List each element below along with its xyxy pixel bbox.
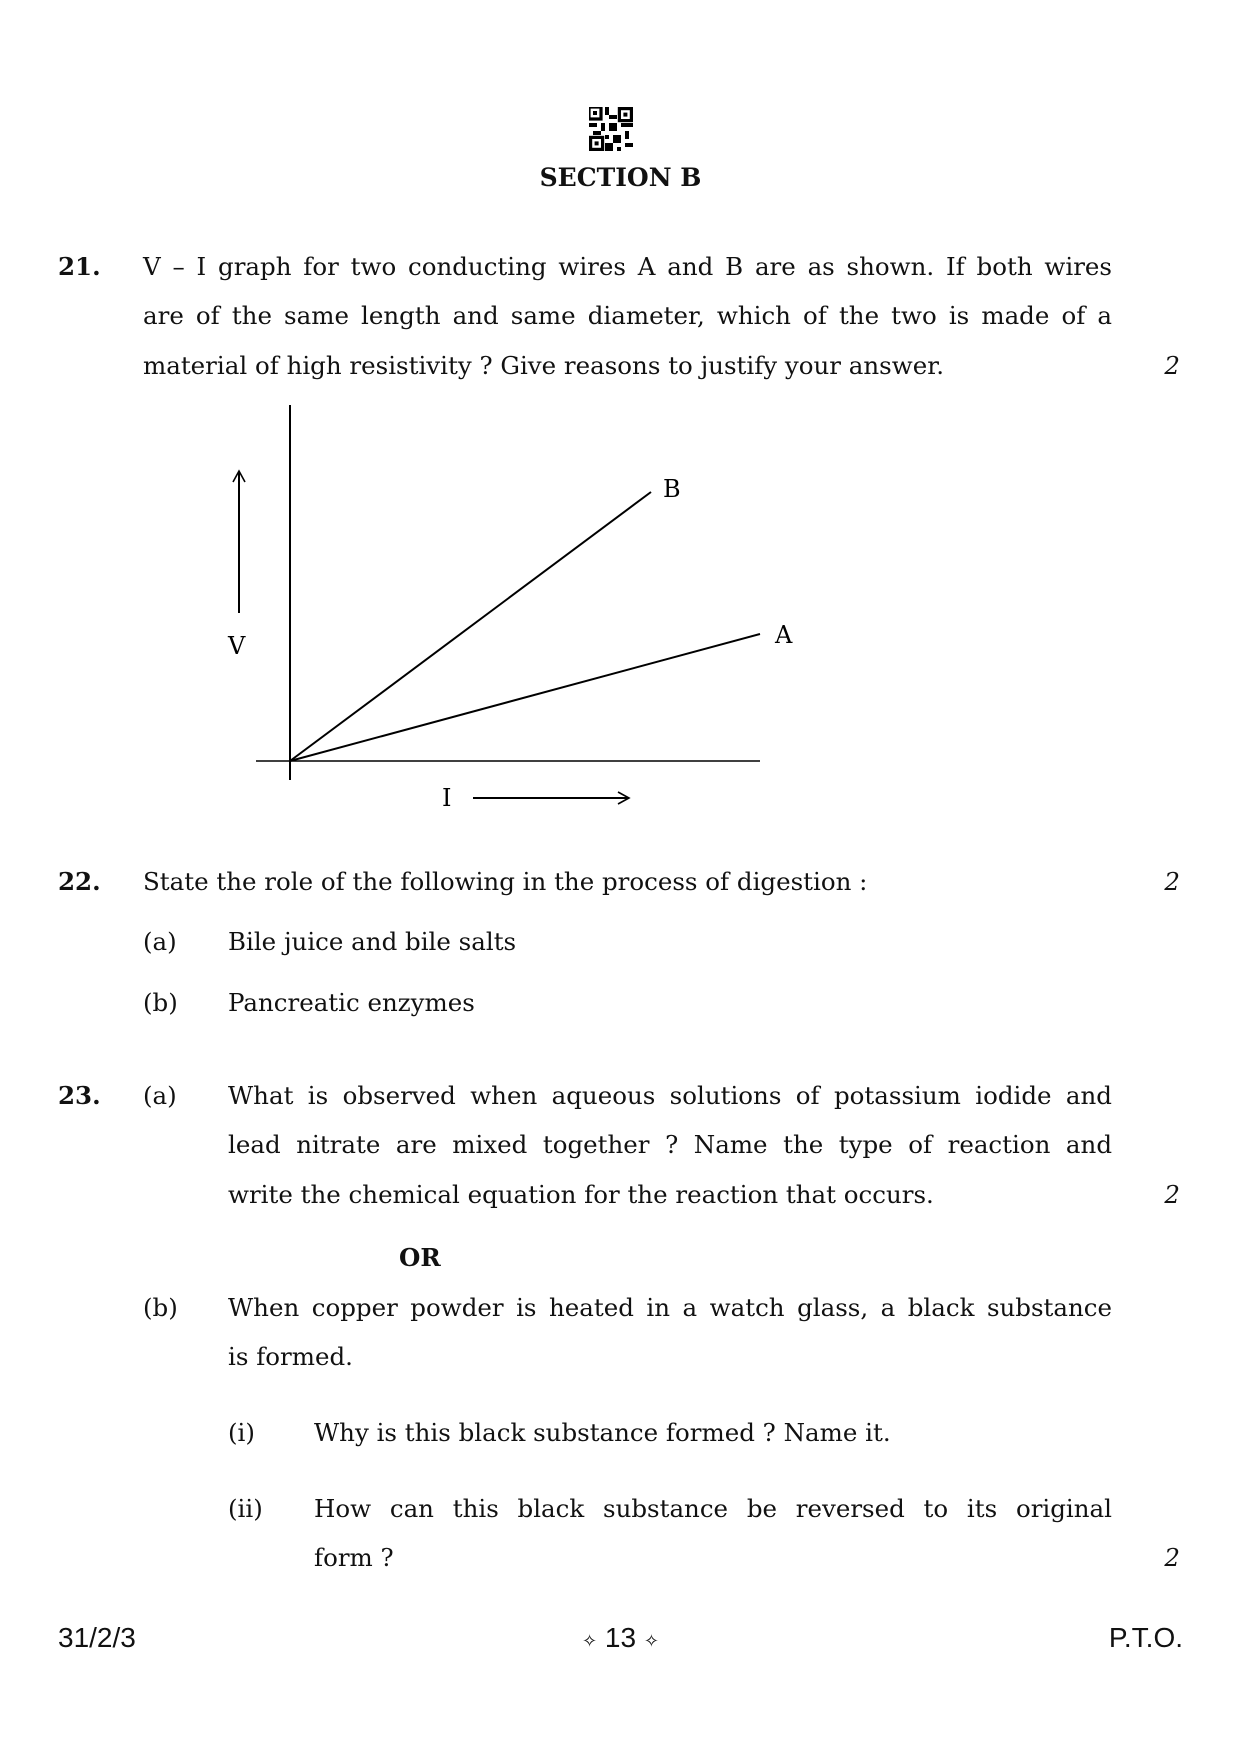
subpart-text: form ? bbox=[314, 1543, 394, 1572]
marks: 2 bbox=[1164, 351, 1180, 380]
part-text-line: is formed. bbox=[228, 1342, 353, 1371]
line-b bbox=[290, 492, 651, 761]
question-number: 22. bbox=[58, 867, 101, 896]
part-text: Pancreatic enzymes bbox=[228, 988, 475, 1017]
subpart-label: (ii) bbox=[228, 1494, 263, 1523]
part-text-line: write the chemical equation for the reaction that occurs. bbox=[228, 1180, 934, 1209]
part-label: (b) bbox=[143, 1293, 178, 1322]
part-text: Bile juice and bile salts bbox=[228, 927, 517, 956]
part-label: (b) bbox=[143, 988, 178, 1017]
question-text-line: are of the same length and same diameter, which of the two is made of a bbox=[143, 301, 1112, 330]
x-axis-label: I bbox=[442, 784, 452, 812]
part-text-line: lead nitrate are mixed together ? Name the type of reaction and bbox=[228, 1130, 1112, 1159]
part-text-line: When copper powder is heated in a watch glass, a black substance bbox=[228, 1293, 1112, 1322]
question-number: 23. bbox=[58, 1081, 101, 1110]
marks: 2 bbox=[1164, 1543, 1180, 1572]
ornament-icon: ✧ bbox=[643, 1631, 659, 1651]
paper-code: 31/2/3 bbox=[58, 1622, 136, 1653]
marks: 2 bbox=[1164, 867, 1180, 896]
pto-label: P.T.O. bbox=[1108, 1622, 1183, 1653]
part-text-line: What is observed when aqueous solutions of potassium iodide and bbox=[228, 1081, 1112, 1110]
line-b-label: B bbox=[663, 475, 681, 503]
question-text-line: material of high resistivity ? Give reasons to justify your answer. bbox=[143, 351, 945, 380]
or-separator: OR bbox=[399, 1243, 441, 1272]
part-label: (a) bbox=[143, 927, 177, 956]
section-title: SECTION B bbox=[539, 163, 702, 192]
up-arrow-icon bbox=[233, 471, 245, 613]
page-number: 13 bbox=[604, 1622, 637, 1653]
right-arrow-icon bbox=[473, 792, 629, 804]
question-number: 21. bbox=[58, 252, 101, 281]
subpart-text: Why is this black substance formed ? Name it. bbox=[314, 1418, 891, 1447]
line-a bbox=[290, 634, 760, 761]
part-label: (a) bbox=[143, 1081, 177, 1110]
line-a-label: A bbox=[775, 621, 793, 649]
subpart-text: How can this black substance be reversed to its original bbox=[314, 1494, 1112, 1523]
y-axis-label: V bbox=[228, 632, 246, 660]
page-number-wrap bbox=[0, 1622, 1241, 1657]
ornament-icon: ✧ bbox=[582, 1631, 598, 1651]
subpart-label: (i) bbox=[228, 1418, 255, 1447]
question-text-line: V – I graph for two conducting wires A and B are as shown. If both wires bbox=[143, 252, 1112, 281]
marks: 2 bbox=[1164, 1180, 1180, 1209]
question-text: State the role of the following in the process of digestion : bbox=[143, 867, 868, 896]
